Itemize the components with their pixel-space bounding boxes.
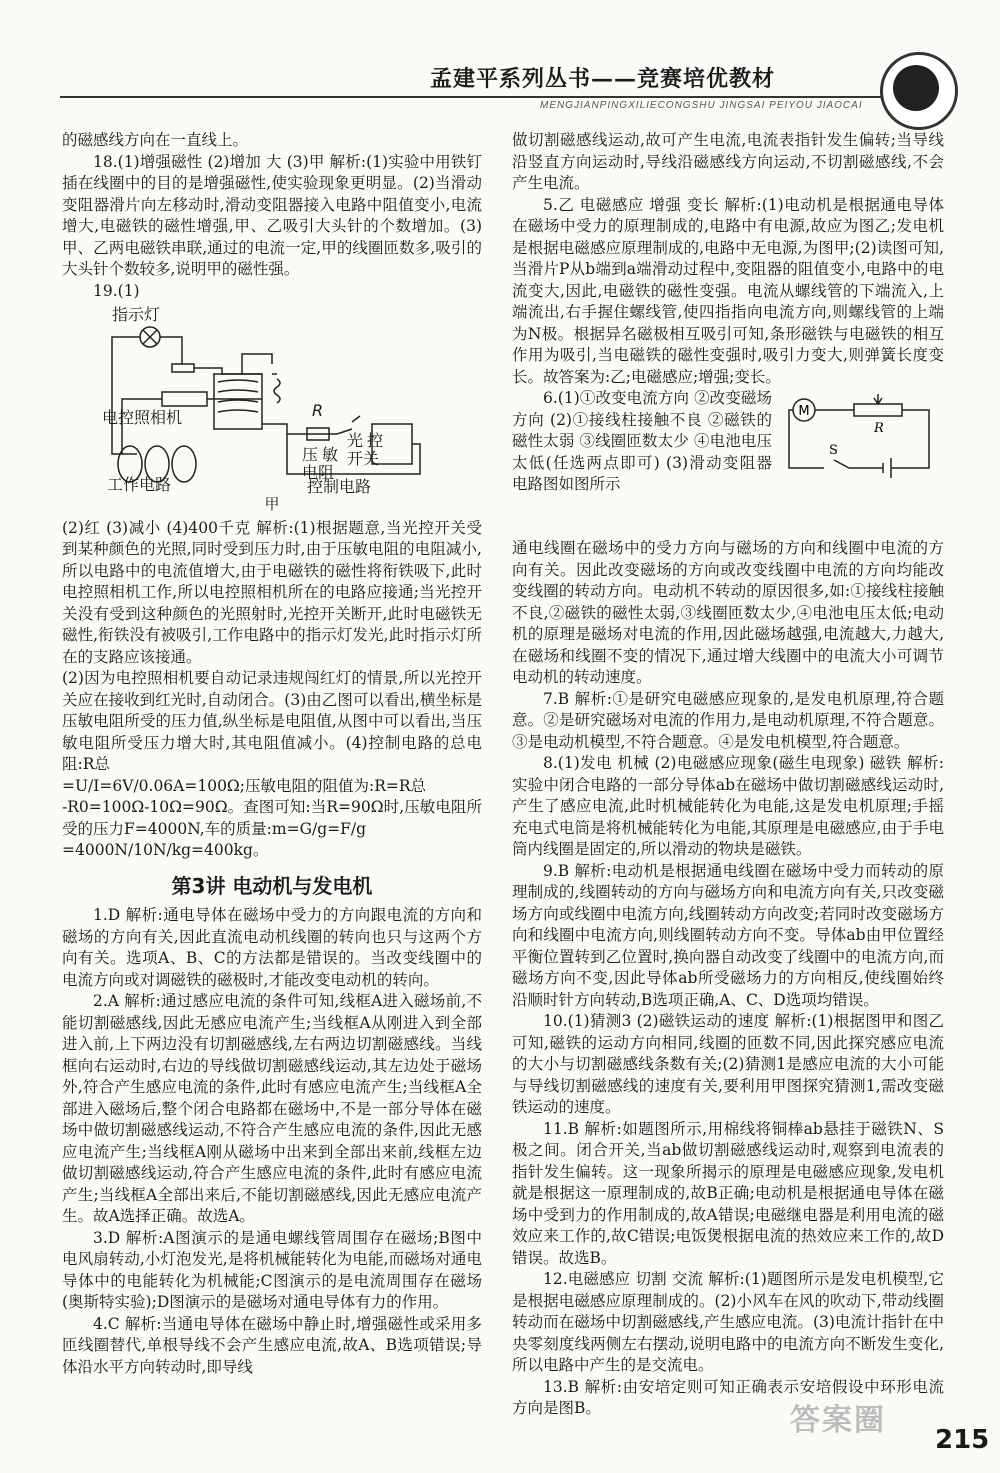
- label-work-circuit: 工作电路: [107, 475, 172, 494]
- answer-5: 5.乙 电磁感应 增强 变长 解析:(1)电动机是根据通电导体在磁场中受力的原理制成的,电路中有电源,故应为图乙;发电机是根据电磁感应原理制成的,电路中无电源,为图甲;(2)读图可知,当滑片P从b端到a端滑动过程中,变阻器的阻值变小,电路中的电流变大,因此,电磁铁的磁性变强。电流从螺线管的下端流入,上端流出,右手握住螺线管,使四指指向电流方向,则螺线管的上端为N极。根据异名磁极相互吸引可知,条形磁铁与电磁铁的相互作用为吸引,当电磁铁的磁性变强时,吸引力变大,则弹簧长度变长。故答案为:乙;电磁感应;增强;变长。: [512, 195, 944, 386]
- series-pinyin: MENGJIANPINGXILIECONGSHU JINGSAI PEIYOU JIAOCAI: [540, 100, 863, 111]
- label-pressure-resistor: 压敏电阻: [302, 445, 338, 482]
- answer-3-3: 3.D 解析:A图演示的是通电螺线管周围存在磁场;B图中电风扇转动,小灯泡发光,是将机械能转化为电能,而磁场对通电导体中的电能转化为机械能;C图演示的是电流周围存在磁场(奥斯特实验);D图演示的是磁场对通电导体有力的作用。: [62, 1228, 482, 1311]
- equation-total-resistance: =U/I=6V/0.06A=100Ω;压敏电阻的阻值为:R=R总: [62, 776, 427, 795]
- answer-3-2: 2.A 解析:通过感应电流的条件可知,线框A进入磁场前,不能切割磁感线,因此无感应电流产生;当线框A从刚进入到全部进入前,上下两边没有切割磁感线,左右两边切割磁感线。当线框向右运动时,右边的导线做切割磁感线运动,其左边处于磁场外,符合产生感应电流的条件,此时有感应电流产生;当线框A全部进入磁场后,整个闭合电路都在磁场中,不是一部分导体在磁场中做切割磁感线运动,不符合产生感应电流的条件,因此无感应电流产生;当线框A刚从磁场中出来到全部出来前,线框左边做切割磁感线运动,符合产生感应电流的条件,此时有感应电流产生;当线框A全部出来后,不能切割磁感线,因此无感应电流产生。故A选择正确。故选A。: [62, 992, 482, 1225]
- answer-7: 7.B 解析:①是研究电磁感应现象的,是发电机原理,符合题意。②是研究磁场对电流的作用力,是电动机原理,不符合题意。③是电动机模型,不符合题意。④是发电机模型,符合题意。: [512, 689, 944, 751]
- label-control-circuit: 控制电路: [307, 477, 372, 496]
- answer-6: 6.(1)①改变电流方向 ②改变磁场方向 (2)①接线柱接触不良 ②磁铁的磁性太弱 ③线圈匝数太少 ④电池电压太低(任选两点即可) (3)滑动变阻器 电路图如图所示: [512, 389, 772, 493]
- right-column: [512, 130, 944, 1420]
- motor-circuit-diagram: [779, 388, 944, 488]
- answer-12: 12.电磁感应 切割 交流 解析:(1)题图所示是发电机模型,它是根据电磁感应原理制成的。(2)小风车在风的吹动下,带动线圈转动而在磁场中切割磁感线,产生感应电流。(3)电流计指针在中央零刻度线两侧左右摆动,说明电路中的电流方向不断发生变化,所以电路中产生的是交流电。: [512, 1270, 944, 1374]
- answer-6-block: [512, 388, 944, 538]
- label-light-switch: 光控开关: [347, 431, 383, 468]
- section-title: 第3讲 电动机与发电机: [171, 873, 373, 898]
- answer-6-explanation: 通电线圈在磁场中的受力方向与磁场的方向和线圈中电流的方向有关。因此改变磁场的方向或改变线圈中电流的方向均能改变线圈的转动方向。电动机不转动的原因很多,如:①接线柱接触不良,②磁铁的磁性太弱,③线圈匝数太少,④电池电压太低;电动机的原理是磁场对电流的作用,因此磁场越强,电流越大,力越大,在磁场和线圈不变的情况下,通过增大线圈中的电流大小可调节电动机的转动速度。: [512, 539, 944, 686]
- answer-19-part2: (2)因为电控照相机要自动记录违规闯红灯的情景,所以光控开关应在接收到红光时,自动闭合。(3)由乙图可以看出,横坐标是压敏电阻所受的压力值,纵坐标是电阻值,从图中可以看出,当压敏电阻所受压力增大时,其电阻值减小。(4)控制电路的总电阻:R总: [62, 669, 482, 773]
- answer-19-label: 19.(1): [93, 281, 140, 300]
- left-column: [62, 130, 482, 1378]
- watermark: 答案圈: [790, 1403, 886, 1438]
- series-logo-icon: [880, 52, 958, 130]
- answer-3-4: 4.C 解析:当通电导体在磁场中静止时,增强磁性或采用多匝线圈替代,单根导线不会产生感应电流,故A、B选项错误;导体沿水平方向转动时,即导线: [62, 1314, 482, 1376]
- answer-17-tail: 的磁感线方向在一直线上。: [62, 131, 249, 149]
- answer-11: 11.B 解析:如题图所示,用棉线将铜棒ab悬挂于磁铁N、S极之间。闭合开关,当ab做切割磁感线运动时,观察到电流表的指针发生偏转。这一现象所揭示的原理是电磁感应现象,发电机就是根据这一原理制成的,故B正确;电动机是根据通电导体在磁场中受到力的作用制成的,故A错误;电磁继电器是利用电流的磁效应来工作的,故C错误;电饭煲根据电流的热效应来工作的,故D错误。故选B。: [512, 1119, 944, 1267]
- equation-pressure-resistance: -R0=100Ω-10Ω=90Ω。查图可知:当R=90Ω时,压敏电阻所受的压力F=4000N,车的质量:m=G/g=F/g: [62, 798, 482, 838]
- answer-4-tail: 做切割磁感线运动,故可产生电流,电流表指针发生偏转;当导线沿竖直方向运动时,导线沿磁感线方向运动,不切割磁感线,不会产生电流。: [512, 131, 944, 192]
- label-camera: 电控照相机: [102, 408, 183, 427]
- answer-9: 9.B 解析:电动机是根据通电线圈在磁场中受力而转动的原理制成的,线圈转动的方向与磁场方向和电流方向有关,只改变磁场方向或线圈中电流方向,线圈转动方向改变;若同时改变磁场方向和线圈中电流方向,则线圈转动方向不变。导体ab由甲位置经平衡位置转到乙位置时,换向器自动改变了线圈中的电流方向,而磁场方向不变,因此导体ab所受磁场力的方向相反,使线圈始终沿顺时针方向转动,B选项正确,A、C、D选项均错误。: [512, 861, 944, 1009]
- answer-3-1: 1.D 解析:通电导体在磁场中受力的方向跟电流的方向和磁场的方向有关,因此直流电动机线圈的转向也只与这两个方向有关。选项A、B、C的方法都是错误的。当改变线圈中的电流方向或对调磁铁的磁极时,才能改变电动机的转向。: [62, 906, 482, 989]
- answer-13: 13.B 解析:由安培定则可知正确表示安培假设中环形电流方向是图B。: [512, 1377, 944, 1417]
- circuit-figure-jia: [102, 304, 432, 494]
- answer-8: 8.(1)发电 机械 (2)电磁感应现象(磁生电现象) 磁铁 解析:实验中闭合电路的一部分导体ab在磁场中做切割磁感线运动时,产生了感应电流,此时机械能转化为电能,这是发电机原理;手摇充电式电筒是将机械能转化为电能,其原理是电磁感应,由于手电筒内线圈是固定的,所以滑动的物块是磁铁。: [512, 754, 944, 858]
- label-r: R: [312, 401, 324, 420]
- answer-19-part1: (2)红 (3)减小 (4)400千克 解析:(1)根据题意,当光控开关受到某种颜色的光照,同时受到压力时,由于压敏电阻的电阻减小,所以电路中的电流值增大,由于电磁铁的磁性将衔铁吸下,此时电控照相机工作,所以电控照相机所在的电路应接通;当光控开关没有受到这种颜色的光照射时,光控开关断开,此时电磁铁无磁性,衔铁没有被吸引,工作电路中的指示灯发光,此时指示灯所在的支路应该接通。: [62, 518, 482, 666]
- figure-caption: 甲: [264, 495, 280, 513]
- page-number: 215: [935, 1425, 990, 1455]
- label-indicator-lamp: 指示灯: [112, 305, 161, 324]
- answer-18: 18.(1)增强磁性 (2)增加 大 (3)甲 解析:(1)实验中用铁钉插在线圈中的目的是增强磁性,使实验现象更明显。(2)当滑动变阻器滑片向左移动时,滑动变阻器接入电路中阻值变小,电流增大,电磁铁的磁性增强,甲、乙吸引大头针的个数增加。(3)甲、乙两电磁铁串联,通过的电流一定,甲的线圈匝数多,吸引的大头针个数较多,说明甲的磁性强。: [62, 152, 482, 278]
- header-rule: [60, 96, 940, 98]
- equation-mass: =4000N/10N/kg=400kg。: [62, 841, 269, 859]
- motor-label: M: [798, 404, 810, 419]
- switch-label: S: [829, 443, 838, 458]
- series-title: 孟建平系列丛书——竞赛培优教材: [430, 66, 776, 92]
- answer-10: 10.(1)猜测3 (2)磁铁运动的速度 解析:(1)根据图甲和图乙可知,磁铁的运动方向相同,线圈的匝数不同,因此探究感应电流的大小与切割磁感线条数有关;(2)猜测1是感应电流的大小可能与导线切割磁感线的速度有关,要利用甲图探究猜测1,需改变磁铁运动的速度。: [512, 1012, 944, 1116]
- rheostat-label: R: [874, 421, 884, 436]
